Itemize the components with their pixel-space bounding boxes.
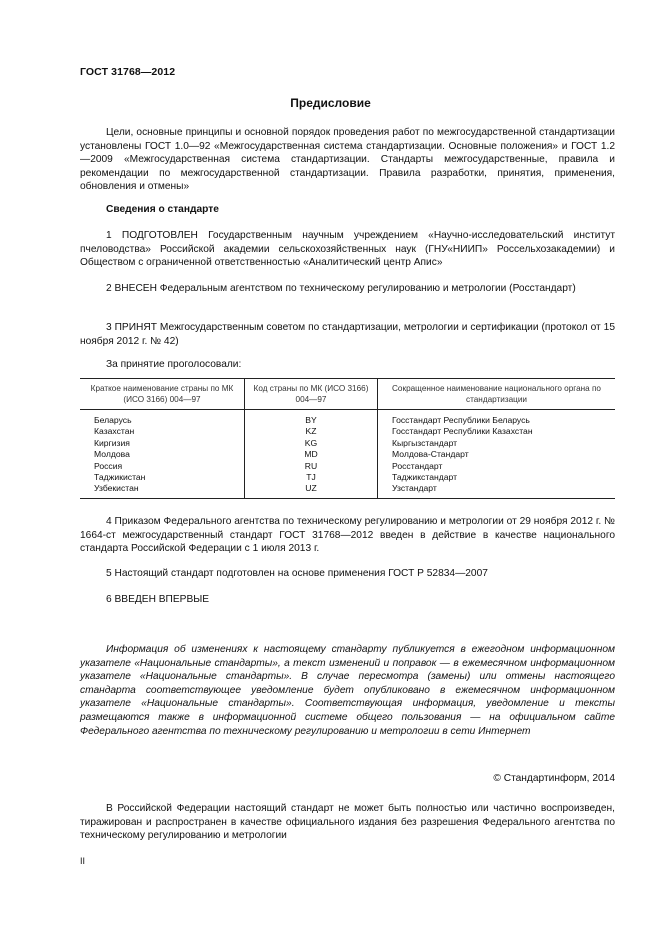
country-code: RU [245,461,378,472]
item-6-first-introduced: 6 ВВЕДЕН ВПЕРВЫЕ [106,594,210,605]
item-5-basis: 5 Настоящий стандарт подготовлен на основе применения ГОСТ Р 52834—2007 [106,568,488,579]
table-header-body: Сокращенное наименование национального органа по стандартизации [378,379,616,410]
country-name: Казахстан [94,426,135,437]
standards-body: Госстандарт Республики Беларусь [378,410,616,427]
standards-body: Госстандарт Республики Казахстан [378,426,616,437]
country-name: Россия [94,460,123,471]
standards-body: Узстандарт [378,483,616,498]
country-code: BY [245,410,378,427]
reproduction-notice: В Российской Федерации настоящий стандарт не может быть полностью или частично воспроизведен, тиражирован и распространен в качестве официального издания без разрешения Федерального агентства по техническому регулированию и метрологии [80,803,615,842]
standards-body: Кыргызстандарт [378,438,616,449]
country-code: KG [245,438,378,449]
country-code: TJ [245,472,378,483]
country-code: UZ [245,483,378,498]
country-name: Беларусь [94,415,132,425]
standards-body: Таджикстандарт [378,472,616,483]
table-header-row [80,379,615,410]
info-heading: Сведения о стандарте [106,204,219,215]
table-row [80,410,615,427]
table-row [80,483,615,498]
vote-label: За принятие проголосовали: [106,359,242,370]
country-name: Узбекистан [80,483,245,498]
voting-table [80,378,615,499]
table-row [80,438,615,449]
table-row [80,472,615,483]
table-row [80,449,615,460]
document-header: ГОСТ 31768—2012 [80,66,176,78]
country-code: MD [245,449,378,460]
country-name: Молдова [94,449,130,460]
table-row [80,461,615,472]
page-title: Предисловие [290,96,371,110]
table-row [80,426,615,437]
item-3-adopted: 3 ПРИНЯТ Межгосударственным советом по стандартизации, метрологии и сертификации (протокол от 15 ноября 2012 г. № 42) [80,322,615,347]
item-4-order: 4 Приказом Федерального агентства по техническому регулированию и метрологии от 29 ноября 2012 г. № 1664-ст межгосударственный стандарт ГОСТ 31768—2012 введен в действие в качестве национального стандарта Российской Федерации с 1 июля 2013 г. [80,516,615,555]
table-header-country: Краткое наименование страны по МК (ИСО 3166) 004—97 [80,379,245,410]
item-1-prepared: 1 ПОДГОТОВЛЕН Государственным научным учреждением «Научно-исследовательский институт пчеловодства» Российской академии сельскохозяйственных наук (ГНУ«НИИП» Россельхозакадемии) и Обществом с ограниченной ответственностью «Аналитический центр Апис» [80,230,615,269]
item-2-introduced: 2 ВНЕСЕН Федеральным агентством по техническому регулированию и метрологии (Росстандарт) [106,283,576,294]
intro-paragraph: Цели, основные принципы и основной порядок проведения работ по межгосударственной стандартизации установлены ГОСТ 1.0—92 «Межгосударственная система стандартизации. Основные положения» и ГОСТ 1.2—2009 «Межгосударственная система стандартизации. Стандарты межгосударственные, правила и рекомендации по межгосударственной стандартизации. Правила разработки, принятия, применения, обновления и отмены» [80,127,615,193]
page-number: II [80,856,86,866]
country-name: Таджикистан [94,472,146,483]
country-code: KZ [245,426,378,437]
amendments-notice: Информация об изменениях к настоящему стандарту публикуется в ежегодном информационном указателе «Национальные стандарты», а текст изменений и поправок — в ежемесячном информационном указателе «Национальные стандарты». В случае пересмотра (замены) или отмены настоящего стандарта соответствующее уведомление будет опубликовано в ежемесячном информационном указателе «Национальные стандарты». Соответствующая информация, уведомление и тексты размещаются также в информационной системе общего пользования — на официальном сайте Федерального агентства по техническому регулированию и метрологии в сети Интернет [80,644,615,737]
table-header-code: Код страны по МК (ИСО 3166) 004—97 [245,379,378,410]
standards-body: Молдова-Стандарт [378,449,616,460]
standards-body: Росстандарт [378,461,616,472]
country-name: Киргизия [94,437,130,448]
copyright-line: © Стандартинформ, 2014 [493,773,615,784]
